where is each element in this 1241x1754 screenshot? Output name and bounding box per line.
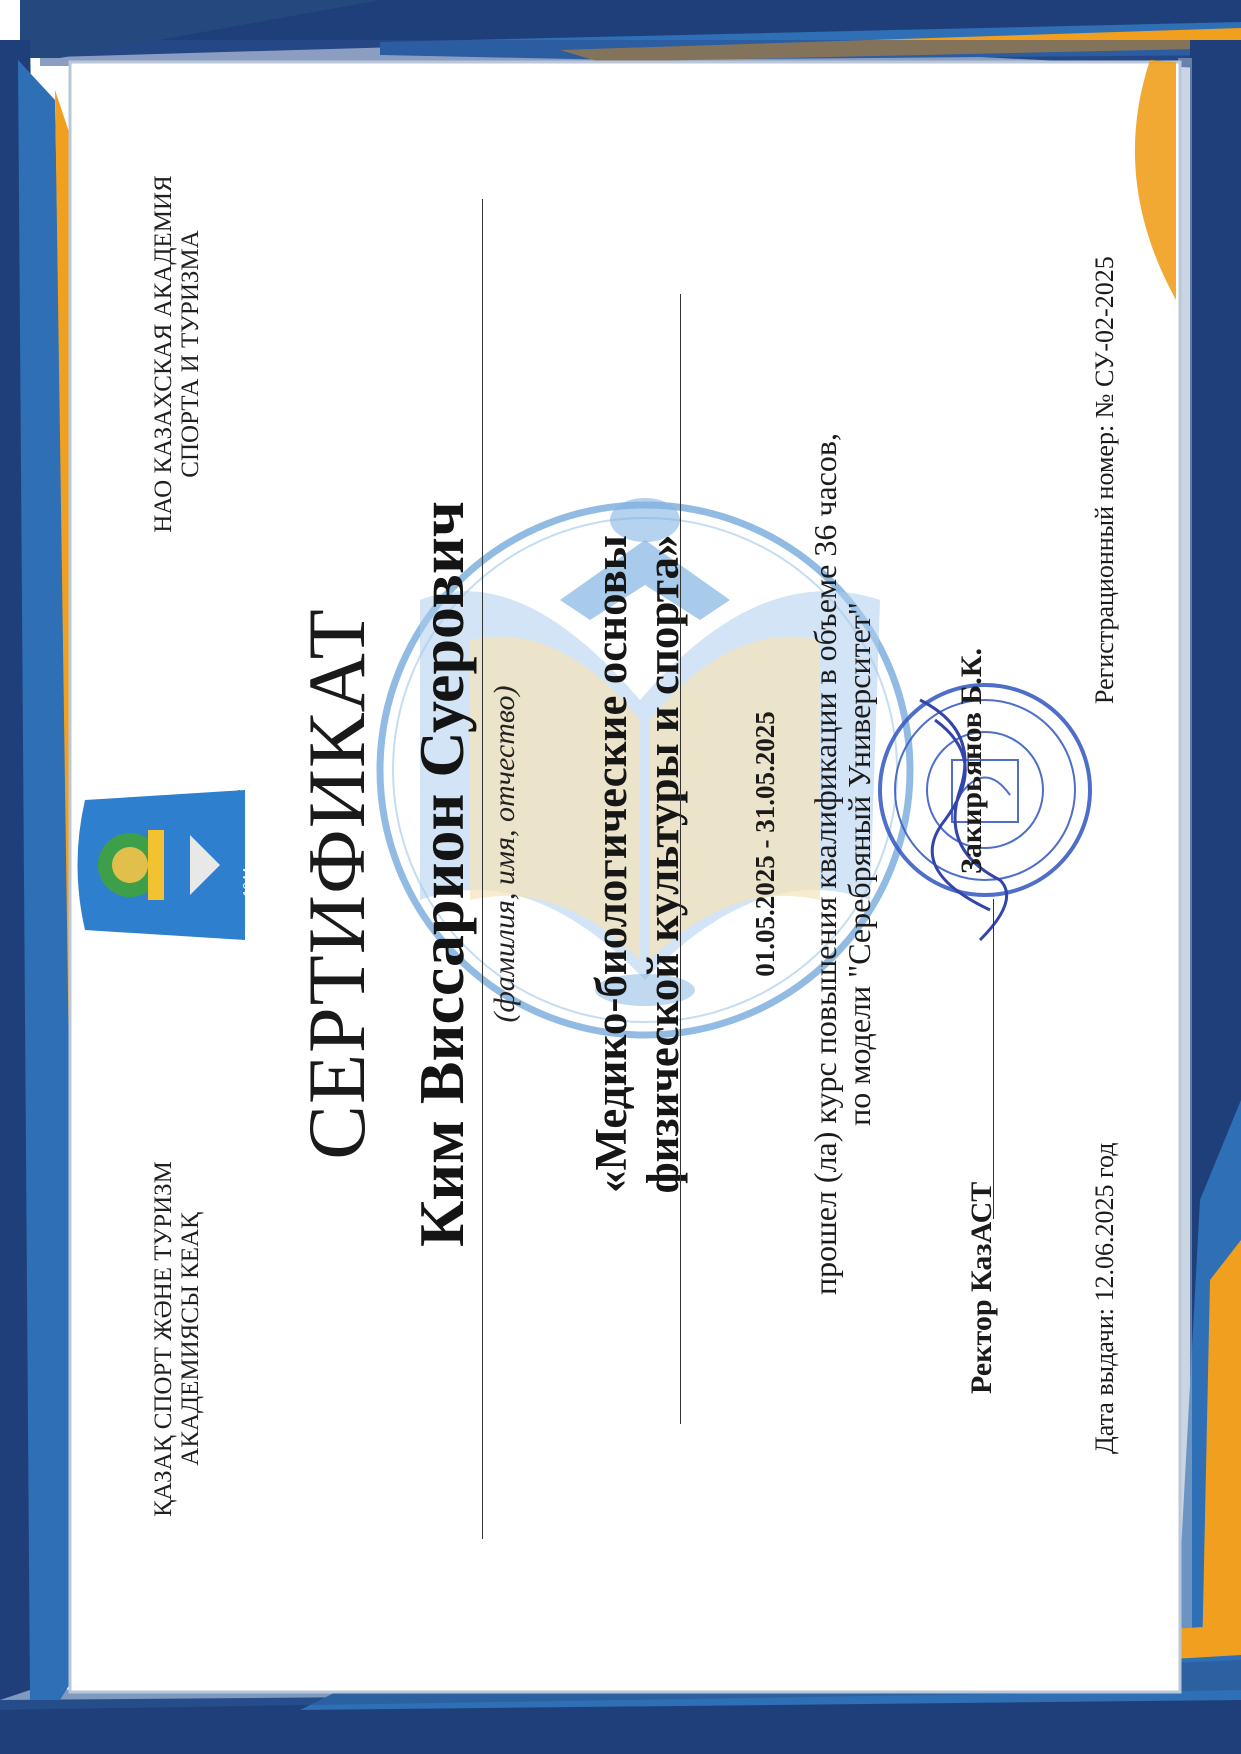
name-underline [482,199,483,1539]
organization-ru-line1: НАО КАЗАХСКАЯ АКАДЕМИЯ [150,175,177,533]
organization-ru-line2: СПОРТА И ТУРИЗМА [177,230,204,478]
course-title [585,244,689,1484]
course-underline [680,294,681,1424]
recipient-name: Ким Виссарион Суерович [406,501,477,1247]
course-description [808,294,876,1434]
svg-text:1944: 1944 [240,867,255,897]
issue-date: Дата выдачи: 12.06.2025 год [1090,1142,1119,1454]
organization-kz-line1: ҚАЗАҚ СПОРТ ЖӘНЕ ТУРИЗМ [150,1161,177,1517]
course-description-line2: по модели "Серебряный Университет" [841,602,877,1126]
organization-kz [150,1104,204,1574]
signature-line [993,899,994,1219]
signer-role: Ректор КазАСТ [965,1181,998,1394]
organization-kz-line2: АКАДЕМИЯСЫ КЕАҚ [177,1212,204,1466]
course-title-line2: физической культуры и спорта» [638,534,688,1194]
course-dates: 01.05.2025 - 31.05.2025 [750,711,780,977]
registration-number: Регистрационный номер: № СУ-02-2025 [1090,256,1119,704]
organization-ru [150,94,204,614]
course-description-line1: прошел (ла) курс повышения квалификации в объеме 36 часов, [807,433,843,1295]
certificate-title: СЕРТИФИКАТ [291,608,382,1160]
recipient-name-hint: (фамилия, имя, отчество) [488,685,521,1023]
course-title-line1: «Медико-биологические основы [586,535,636,1193]
signer-name: Закирьянов Б.К. [955,647,988,874]
